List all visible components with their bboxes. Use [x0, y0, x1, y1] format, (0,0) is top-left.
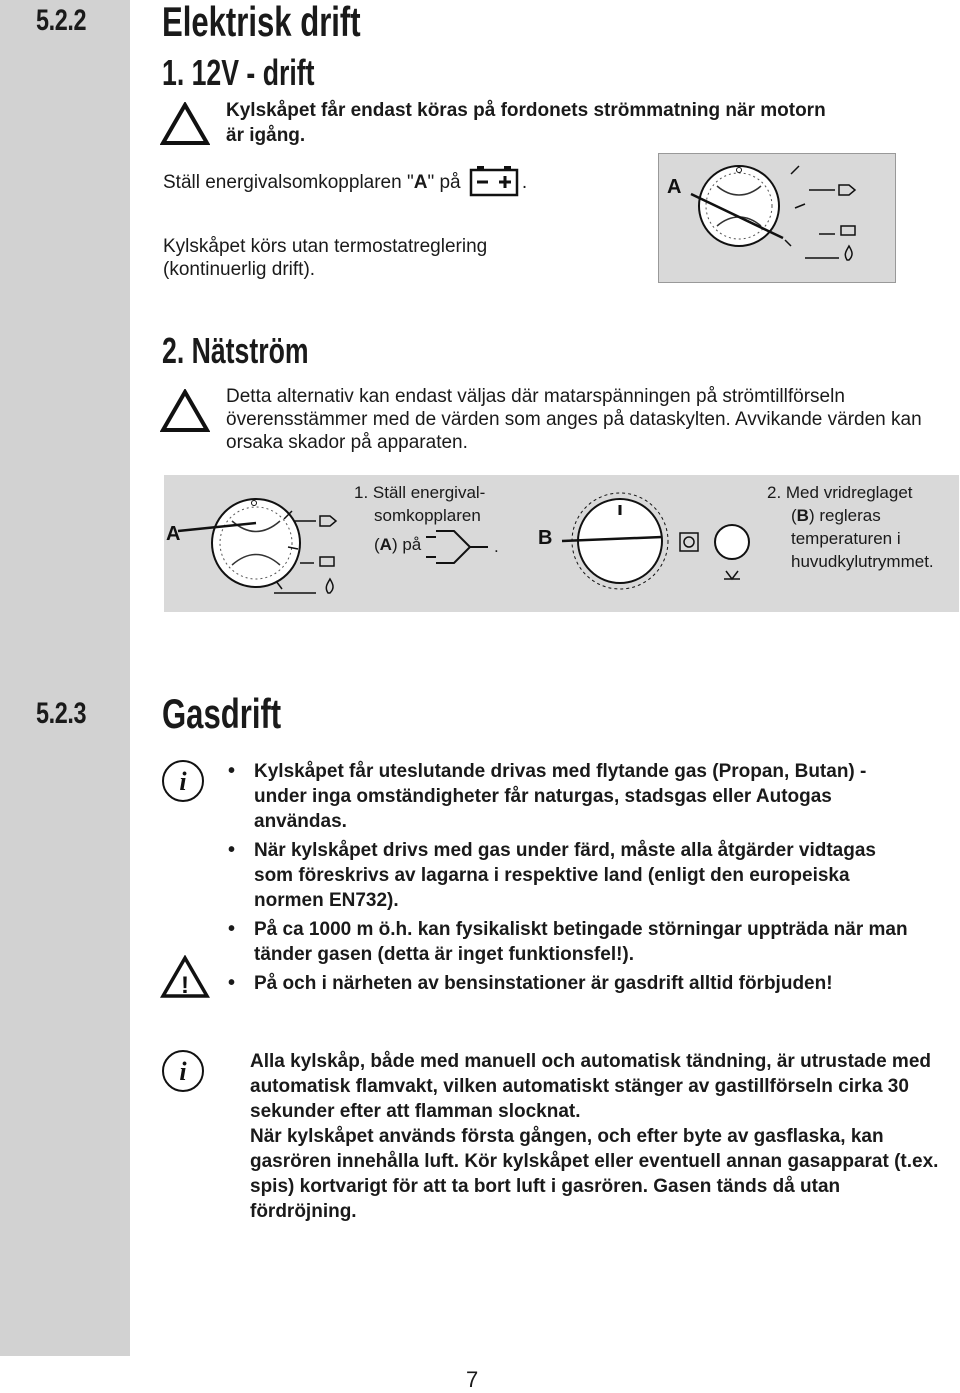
instruction-mid: " på: [427, 172, 461, 194]
step1-line2: somkopplaren: [374, 506, 481, 525]
step2-line2: [767, 504, 934, 527]
info-text-block: [250, 1049, 950, 1224]
gas-rule-item: • På och i närheten av bensinstationer är gasdrift alltid förbjuden!: [228, 971, 918, 996]
step1-text: [354, 481, 485, 556]
step1-line1: 1. Ställ energival-: [354, 483, 486, 502]
battery-icon: [468, 163, 520, 203]
figure-label-a: A: [667, 176, 682, 198]
section-title-523: Gasdrift: [162, 690, 282, 737]
svg-text:i: i: [179, 767, 187, 796]
gas-rule-item: • På ca 1000 m ö.h. kan fysikaliskt betingade störningar uppträda när man tänder gasen (detta är inget funktionsfel!).: [228, 917, 918, 967]
info-icon: [160, 1048, 206, 1094]
step1-line3: [354, 533, 485, 556]
figure-mains-operation: [164, 475, 959, 612]
warning-icon: [160, 389, 210, 433]
instruction-12v: [163, 163, 527, 203]
step2-line3: temperaturen i: [791, 529, 901, 548]
figure-selector-12v: [658, 153, 896, 283]
step2-paren-close: ) regleras: [808, 506, 881, 525]
step1-paren-close: ) på: [391, 535, 422, 554]
step2-paren-open: (: [791, 506, 797, 525]
step2-line1: 2. Med vridreglaget: [767, 483, 913, 502]
sidebar-band: [0, 0, 130, 1356]
warning-exclamation-icon: [160, 955, 210, 999]
step2-text: [767, 481, 934, 573]
step1-letter: A: [379, 535, 392, 554]
subsection-title-12v: 1. 12V - drift: [162, 52, 315, 93]
page-number: 7: [466, 1367, 479, 1392]
subsection-title-mains: 2. Nätström: [162, 330, 309, 371]
svg-text:!: !: [181, 972, 189, 999]
step2-line4: huvudkylutrymmet.: [791, 552, 934, 571]
step2-letter: B: [796, 506, 809, 525]
warning-text-mains: Detta alternativ kan endast väljas där matarspänningen på strömtillförseln överensstämmer med de värden som anges på dataskylten. Avvikande värden kan orsaka skador på apparaten.: [226, 386, 922, 453]
figure-label-b: B: [538, 527, 553, 549]
warning-icon: [160, 102, 210, 146]
figure-label-a: A: [166, 523, 181, 545]
flame-guard-paragraph: Alla kylskåp, både med manuell och automatisk tändning, är utrustade med automatisk flamvakt, vilken automatiskt stänger av gastillförseln cirka 30 sekunder efter att flamman slocknat.: [250, 1051, 932, 1122]
instruction-suffix: .: [521, 172, 528, 194]
selector-knob-drawing: [659, 154, 895, 282]
svg-text:i: i: [179, 1057, 187, 1086]
gas-rule-item: • När kylskåpet drivs med gas under färd, måste alla åtgärder vidtagas som föreskrivs av lagarna i respektive land (enligt den europeiska normen EN732).: [228, 838, 918, 913]
section-title-522: Elektrisk drift: [162, 0, 361, 45]
instruction-prefix: Ställ energivalsomkopplaren ": [163, 172, 414, 194]
continuous-operation-note: Kylskåpet körs utan termostatreglering (kontinuerlig drift).: [163, 236, 488, 280]
gas-rule-item: • Kylskåpet får uteslutande drivas med flytande gas (Propan, Butan) - under inga omständigheter får naturgas, stadsgas eller Autogas användas.: [228, 759, 918, 834]
air-in-pipes-paragraph: När kylskåpet används första gången, och efter byte av gasflaska, kan gasrören innehålla luft. Kör kylskåpet eller eventuell annan gasapparat (t.ex. spis) kortvarigt för att ta bort luft i gasrören. Gasen tänds då utan fördröjning.: [250, 1126, 939, 1222]
section-number-523: 5.2.3: [36, 697, 87, 730]
step1-suffix: .: [494, 537, 499, 556]
step1-paren-open: (: [374, 535, 380, 554]
info-icon: [160, 758, 206, 804]
warning-text-12v: Kylskåpet får endast köras på fordonets strömmatning när motorn är igång.: [226, 100, 826, 146]
instruction-letter: A: [413, 172, 428, 194]
section-number-522: 5.2.2: [36, 4, 87, 37]
gas-rules-list: [228, 759, 918, 1000]
